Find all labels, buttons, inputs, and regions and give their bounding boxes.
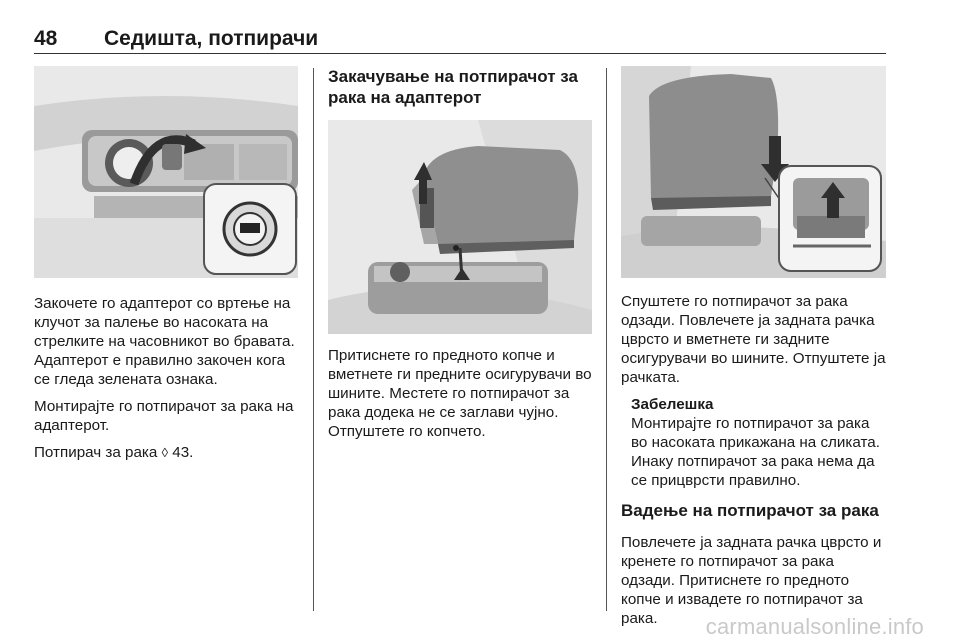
section-heading-attach: Закачување на потпирачот за рака на адаптерот bbox=[328, 67, 578, 107]
column-3 bbox=[621, 66, 886, 636]
figure-adapter-lock bbox=[34, 66, 298, 278]
attach-rear-illustration bbox=[621, 66, 886, 278]
xref-page[interactable]: 43. bbox=[172, 444, 194, 461]
note-label: Забелешка bbox=[631, 396, 714, 413]
adapter-lock-illustration bbox=[34, 66, 298, 278]
column-divider-2 bbox=[606, 68, 607, 611]
header-rule bbox=[34, 53, 886, 54]
paragraph-remove: Повлечете ја задната рачка цврсто и кренете го потпирачот за рака одзади. Притиснете го предното копче и извадете го потпирачот за рака. bbox=[621, 534, 882, 627]
page-header bbox=[34, 24, 886, 54]
cross-reference bbox=[34, 443, 298, 462]
column-1 bbox=[34, 66, 298, 470]
page-number: 48 bbox=[34, 27, 58, 50]
paragraph-attach-front: Притиснете го предното копче и вметнете ги предните осигурувачи во шините. Местете го потпирачот за рака додека не се заглави чујно. Отпуштете го копчето. bbox=[328, 347, 592, 440]
column-2 bbox=[328, 66, 592, 449]
figure-attach-rear bbox=[621, 66, 886, 278]
running-title: Седишта, потпирачи bbox=[104, 27, 319, 50]
note-text: Монтирајте го потпирачот за рака во насоката прикажана на сликата. Инаку потпирачот за рака нема да се прицврсти правилно. bbox=[631, 415, 880, 489]
xref-arrow-icon: ◊ bbox=[161, 445, 169, 460]
paragraph-attach-rear: Спуштете го потпирачот за рака одзади. Повлечете ја задната рачка цврсто и вметнете ги задните осигурувачи во шините. Отпуштете ја рачката. bbox=[621, 293, 886, 386]
section-heading-remove: Вадење на потпирачот за рака bbox=[621, 501, 879, 520]
xref-text: Потпирач за рака bbox=[34, 444, 158, 461]
paragraph-lock-adapter: Закочете го адаптерот со вртење на клучот за палење во насоката на стрелките на часовникот во бравата. Адаптерот е правилно закочен кога се гледа зелената ознака. bbox=[34, 295, 295, 388]
paragraph-mount-armrest: Монтирајте го потпирачот за рака на адаптерот. bbox=[34, 398, 294, 434]
watermark: carmanualsonline.info bbox=[705, 614, 924, 639]
attach-front-illustration bbox=[328, 120, 592, 334]
note-block bbox=[631, 395, 886, 490]
figure-attach-front bbox=[328, 120, 592, 334]
column-divider-1 bbox=[313, 68, 314, 611]
